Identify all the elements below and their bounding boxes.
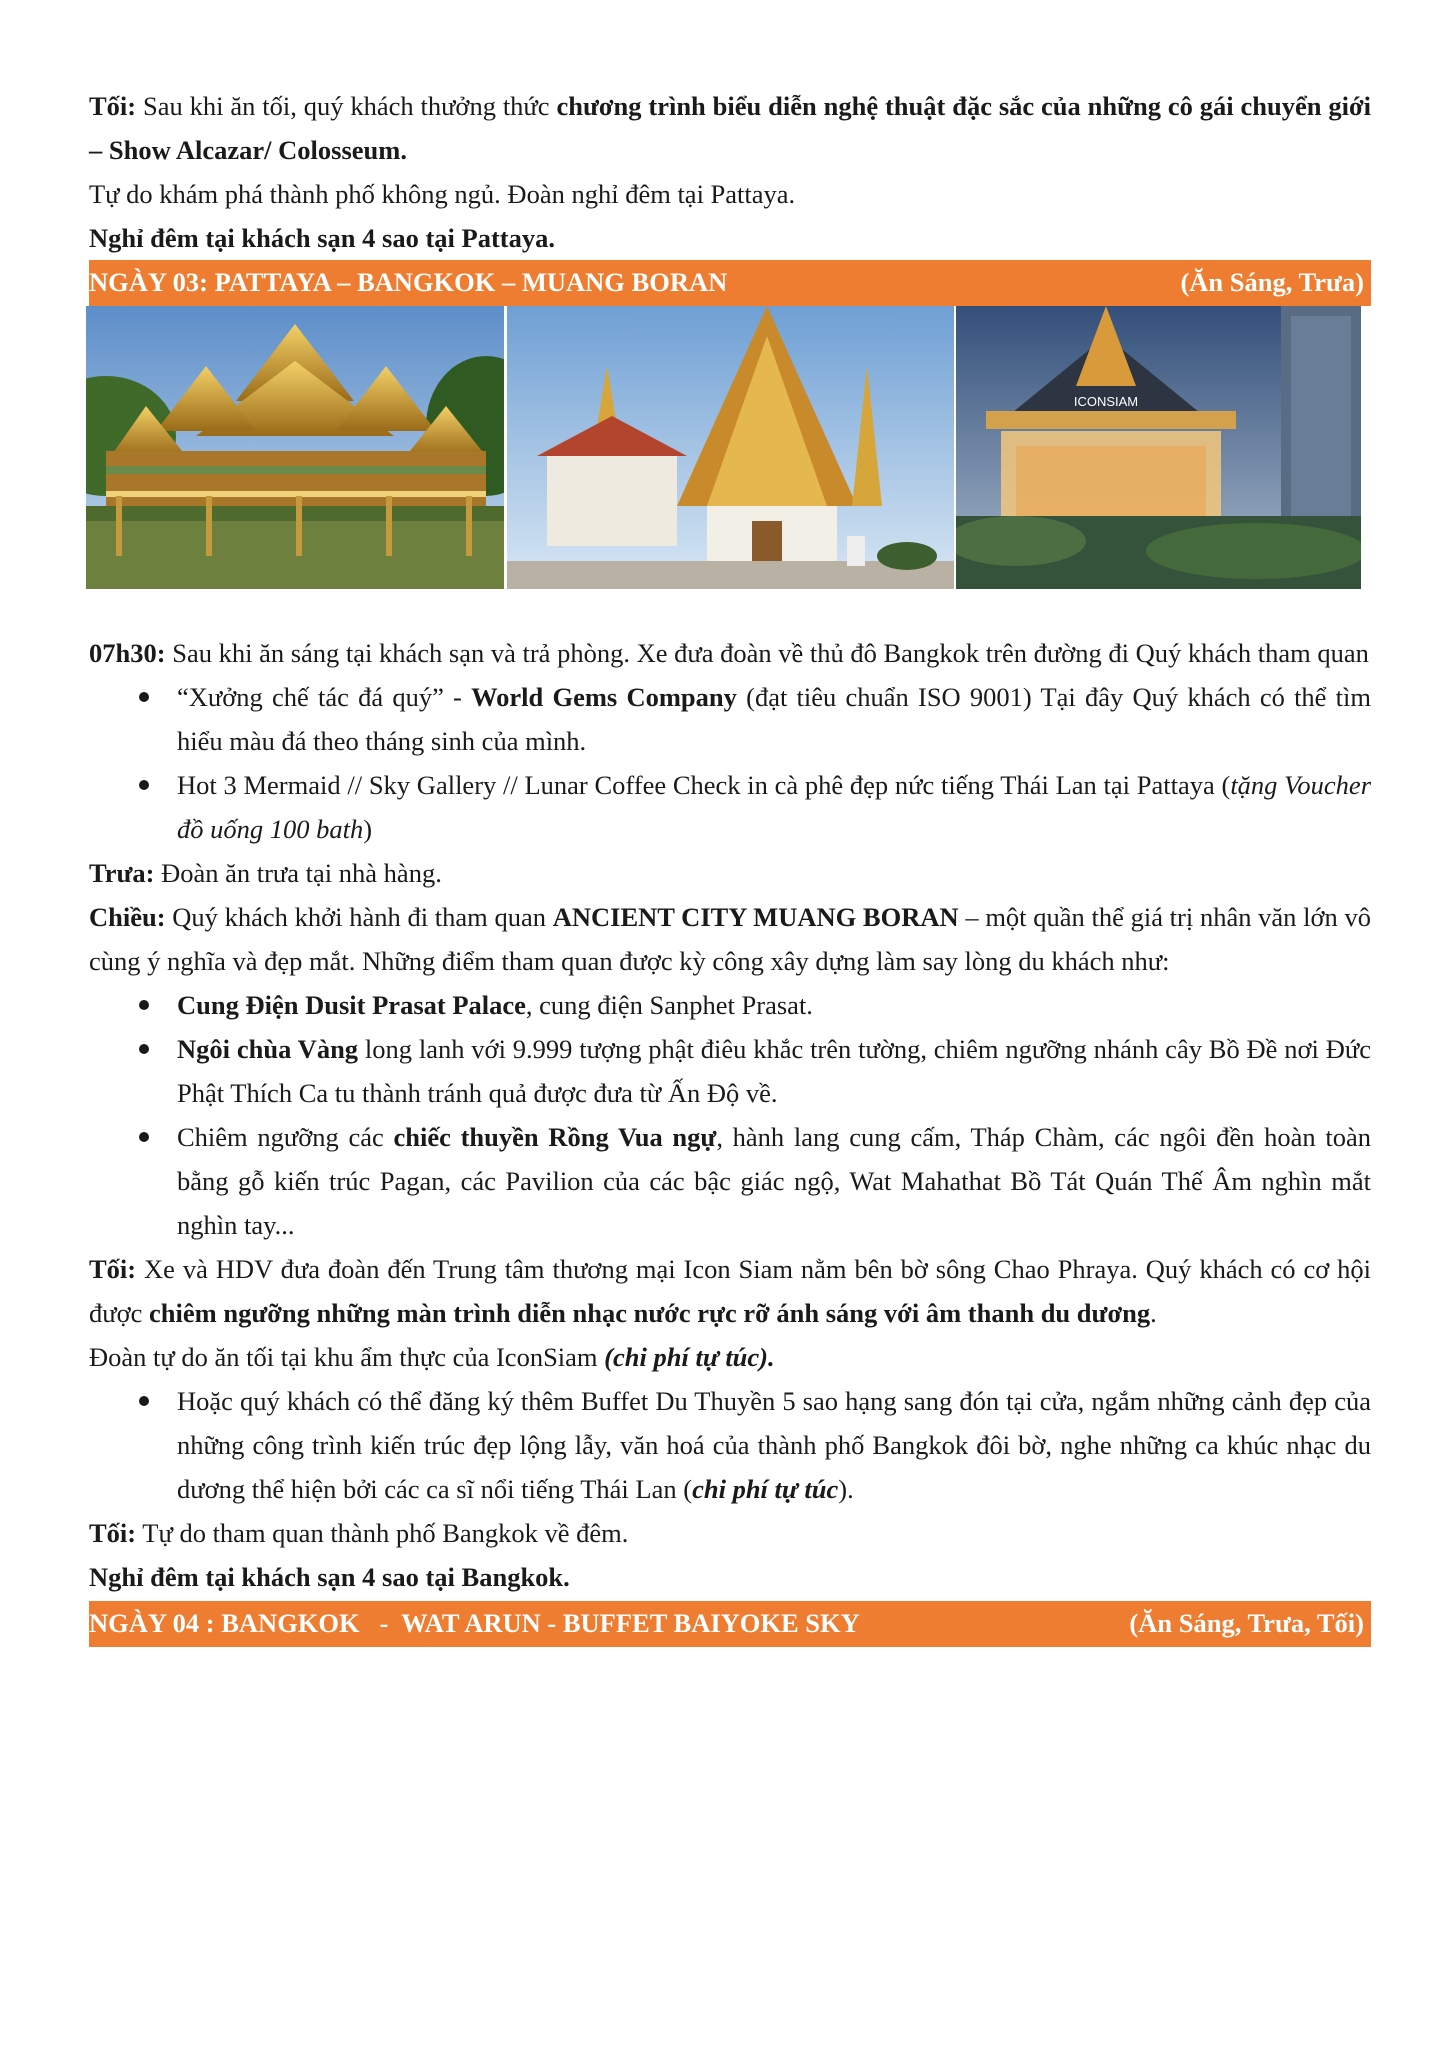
evening-show-paragraph: Tối: Sau khi ăn tối, quý khách thưởng thức chương trình biểu diễn nghệ thuật đặc sắc của những cô gái chuyển giới – Show Alcazar/ Colosseum. [89,91,1371,165]
iconsiam-sign: ICONSIAM [1073,394,1139,409]
grand-palace-photo [507,306,954,589]
list-item-world-gems: “Xưởng chế tác đá quý” - World Gems Company (đạt tiêu chuẩn ISO 9001) Tại đây Quý khách có thể tìm hiểu màu đá theo tháng sinh của mình. [89,675,1371,763]
day3-title: NGÀY 03: PATTAYA – BANGKOK – MUANG BORAN [89,267,728,297]
golden-pavilion-photo [86,306,504,589]
night-tour-paragraph: Tối: Tự do tham quan thành phố Bangkok về đêm. [89,1518,629,1548]
list-item-cruise-buffet: Hoặc quý khách có thể đăng ký thêm Buffet Du Thuyền 5 sao hạng sang đón tại cửa, ngắm những cảnh đẹp của những công trình kiến trúc đẹp lộng lẫy, văn hoá của thành phố Bangkok đôi bờ, nghe những ca khúc nhạc du dương thể hiện bởi các ca sĩ nổi tiếng Thái Lan (chi phí tự túc). [89,1379,1371,1511]
free-explore-line: Tự do khám phá thành phố không ngủ. Đoàn nghỉ đêm tại Pattaya. [89,179,796,209]
list-item-royal-boat: Chiêm ngưỡng các chiếc thuyền Rồng Vua ngự, hành lang cung cấm, Tháp Chàm, các ngôi đền hoàn toàn bằng gỗ kiến trúc Pagan, các Pavilion của các bậc giác ngộ, Wat Mahathat Bồ Tát Quán Thế Âm nghìn mắt nghìn tay... [89,1115,1371,1247]
day4-header-band [89,1601,1371,1647]
list-item-coffee-checkin: Hot 3 Mermaid // Sky Gallery // Lunar Coffee Check in cà phê đẹp nức tiếng Thái Lan tại Pattaya (tặng Voucher đồ uống 100 bath) [89,763,1371,851]
list-item-dusit-palace: Cung Điện Dusit Prasat Palace, cung điện Sanphet Prasat. [89,983,1371,1027]
afternoon-paragraph: Chiều: Quý khách khởi hành đi tham quan ANCIENT CITY MUANG BORAN – một quần thể giá trị nhân văn lớn vô cùng ý nghĩa và đẹp mắt. Những điểm tham quan được kỳ công xây dựng làm say lòng du khách như: [89,902,1371,976]
day4-meals: (Ăn Sáng, Trưa, Tối) [1129,1608,1364,1638]
show-highlight: chương trình biểu diễn nghệ thuật đặc sắc của những cô gái chuyển giới – Show Alcazar/ Colosseum. [89,91,1371,165]
morning-visit-list [89,675,1371,851]
day3-meals: (Ăn Sáng, Trưa) [1180,267,1364,297]
list-item-golden-temple: Ngôi chùa Vàng long lanh với 9.999 tượng phật điêu khắc trên tường, chiêm ngưỡng nhánh cây Bồ Đề nơi Đức Phật Thích Ca tu thành tránh quả được đưa từ Ấn Độ về. [89,1027,1371,1115]
muang-boran-list [89,983,1371,1247]
evening-label: Tối: [89,91,137,121]
iconsiam-photo [956,306,1361,589]
evening-iconsiam-paragraph: Tối: Xe và HDV đưa đoàn đến Trung tâm thương mại Icon Siam nằm bên bờ sông Chao Phraya. Quý khách có cơ hội được chiêm ngưỡng những màn trình diễn nhạc nước rực rỡ ánh sáng với âm thanh du dương. [89,1254,1371,1328]
day3-photo-strip [86,306,1361,589]
day3-header-band [89,260,1371,306]
morning-0730-paragraph: 07h30: Sau khi ăn sáng tại khách sạn và trả phòng. Xe đưa đoàn về thủ đô Bangkok trên đường đi Quý khách tham quan [89,638,1369,668]
itinerary-content [89,84,1371,1647]
pattaya-night-line: Nghỉ đêm tại khách sạn 4 sao tại Pattaya. [89,223,555,253]
lunch-paragraph: Trưa: Đoàn ăn trưa tại nhà hàng. [89,858,442,888]
bangkok-night-line: Nghỉ đêm tại khách sạn 4 sao tại Bangkok. [89,1562,570,1592]
day4-title: NGÀY 04 : BANGKOK - WAT ARUN - BUFFET BAIYOKE SKY [89,1608,860,1638]
dinner-paragraph: Đoàn tự do ăn tối tại khu ẩm thực của IconSiam (chi phí tự túc). [89,1342,775,1372]
cruise-option-list [89,1379,1371,1511]
